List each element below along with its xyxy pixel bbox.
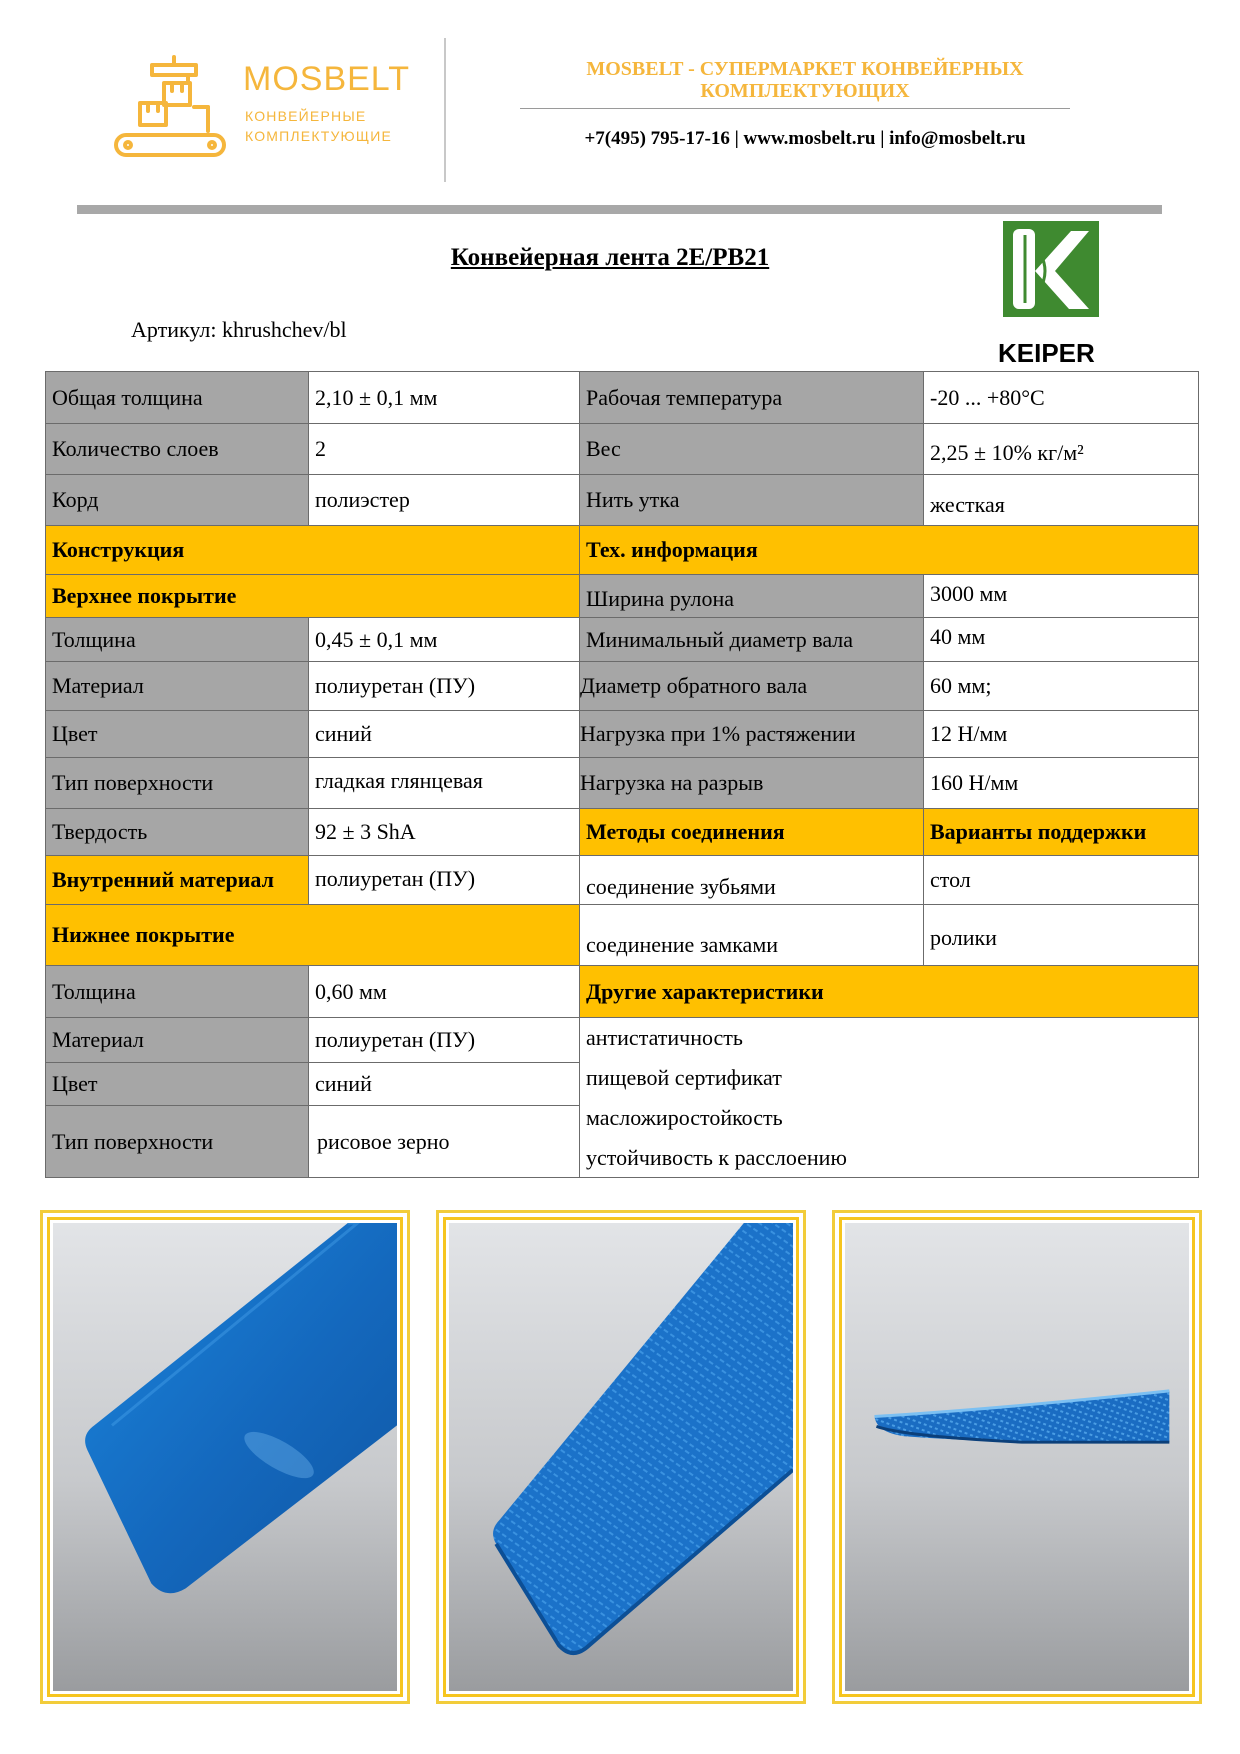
value-top-material: полиуретан (ПУ) bbox=[308, 661, 580, 711]
join-method-teeth: соединение зубьями bbox=[579, 855, 924, 905]
header-divider bbox=[444, 38, 446, 182]
page-title: Конвейерная лента 2E/PB21 bbox=[450, 244, 770, 271]
logo-name: MOSBELT bbox=[243, 60, 410, 98]
value-top-color: синий bbox=[308, 710, 580, 758]
section-bottom-cover: Нижнее покрытие bbox=[45, 904, 580, 966]
photo-frame-2 bbox=[436, 1210, 806, 1704]
list-item: антистатичность bbox=[586, 1025, 743, 1050]
belt-photo-top-surface bbox=[53, 1223, 397, 1691]
value-weft: жесткая bbox=[923, 474, 1199, 526]
conveyor-logo-icon bbox=[112, 55, 232, 160]
label-top-surface: Тип поверхности bbox=[45, 757, 309, 809]
value-weight: 2,25 ± 10% кг/м² bbox=[923, 423, 1199, 475]
label-top-color: Цвет bbox=[45, 710, 309, 758]
list-item: пищевой сертификат bbox=[586, 1065, 782, 1090]
label-load-1pct: Нагрузка при 1% растяжении bbox=[579, 710, 924, 758]
section-other-characteristics: Другие характеристики bbox=[579, 965, 1199, 1018]
label-layers: Количество слоев bbox=[45, 423, 309, 475]
label-bottom-thickness: Толщина bbox=[45, 965, 309, 1018]
label-min-shaft: Минимальный диаметр вала bbox=[579, 617, 924, 662]
section-construction: Конструкция bbox=[45, 525, 580, 575]
tagline-line-1: MOSBELT - СУПЕРМАРКЕТ КОНВЕЙЕРНЫХ bbox=[586, 58, 1024, 80]
belt-photo-edge bbox=[845, 1223, 1189, 1691]
join-method-locks: соединение замками bbox=[579, 904, 924, 966]
other-characteristics-list bbox=[579, 1017, 1199, 1178]
label-return-shaft: Диаметр обратного вала bbox=[579, 661, 924, 711]
value-return-shaft: 60 мм; bbox=[923, 661, 1199, 711]
logo-subtitle-1: КОНВЕЙЕРНЫЕ bbox=[245, 108, 367, 124]
label-total-thickness: Общая толщина bbox=[45, 371, 309, 424]
value-cord: полиэстер bbox=[308, 474, 580, 526]
label-hardness: Твердость bbox=[45, 808, 309, 856]
keiper-logo bbox=[1003, 221, 1099, 317]
label-weft: Нить утка bbox=[579, 474, 924, 526]
value-top-surface: гладкая глянцевая bbox=[308, 757, 580, 809]
value-working-temp: -20 ... +80°C bbox=[923, 371, 1199, 424]
value-min-shaft: 40 мм bbox=[923, 617, 1199, 662]
label-bottom-surface: Тип поверхности bbox=[45, 1105, 309, 1178]
tagline-underline bbox=[520, 108, 1070, 109]
value-hardness: 92 ± 3 ShA bbox=[308, 808, 580, 856]
mosbelt-logo bbox=[112, 55, 232, 160]
value-roll-width: 3000 мм bbox=[923, 574, 1199, 618]
label-bottom-color: Цвет bbox=[45, 1062, 309, 1106]
article-number: Артикул: khrushchev/bl bbox=[131, 317, 347, 342]
label-inner-material: Внутренний материал bbox=[45, 855, 309, 905]
section-tech-info: Тех. информация bbox=[579, 525, 1199, 575]
value-bottom-color: синий bbox=[308, 1062, 580, 1106]
value-layers: 2 bbox=[308, 423, 580, 475]
label-top-material: Материал bbox=[45, 661, 309, 711]
support-rollers: ролики bbox=[923, 904, 1199, 966]
value-bottom-surface: рисовое зерно bbox=[308, 1105, 580, 1178]
list-item: устойчивость к расслоению bbox=[586, 1145, 847, 1170]
value-break-load: 160 Н/мм bbox=[923, 757, 1199, 809]
section-top-cover: Верхнее покрытие bbox=[45, 574, 580, 618]
value-load-1pct: 12 Н/мм bbox=[923, 710, 1199, 758]
label-working-temp: Рабочая температура bbox=[579, 371, 924, 424]
photo-frame-3 bbox=[832, 1210, 1202, 1704]
header-bar bbox=[77, 205, 1162, 214]
keiper-k-icon bbox=[1003, 221, 1099, 317]
tagline bbox=[520, 58, 1090, 102]
header-support-options: Варианты поддержки bbox=[923, 808, 1199, 856]
belt-photo-textured bbox=[449, 1223, 793, 1691]
value-bottom-thickness: 0,60 мм bbox=[308, 965, 580, 1018]
label-break-load: Нагрузка на разрыв bbox=[579, 757, 924, 809]
label-top-thickness: Толщина bbox=[45, 617, 309, 662]
contacts[interactable]: +7(495) 795-17-16 | www.mosbelt.ru | info@mosbelt.ru bbox=[584, 128, 1026, 149]
label-cord: Корд bbox=[45, 474, 309, 526]
support-table: стол bbox=[923, 855, 1199, 905]
header-joining-methods: Методы соединения bbox=[579, 808, 924, 856]
photo-frame-1 bbox=[40, 1210, 410, 1704]
tagline-line-2: КОМПЛЕКТУЮЩИХ bbox=[700, 80, 910, 102]
list-item: масложиростойкость bbox=[586, 1105, 783, 1130]
value-total-thickness: 2,10 ± 0,1 мм bbox=[308, 371, 580, 424]
label-weight: Вес bbox=[579, 423, 924, 475]
value-top-thickness: 0,45 ± 0,1 мм bbox=[308, 617, 580, 662]
label-bottom-material: Материал bbox=[45, 1017, 309, 1063]
logo-subtitle-2: КОМПЛЕКТУЮЩИЕ bbox=[245, 128, 393, 144]
keiper-brand: KEIPER bbox=[998, 338, 1095, 368]
value-bottom-material: полиуретан (ПУ) bbox=[308, 1017, 580, 1063]
value-inner-material: полиуретан (ПУ) bbox=[308, 855, 580, 905]
label-roll-width: Ширина рулона bbox=[579, 574, 924, 618]
